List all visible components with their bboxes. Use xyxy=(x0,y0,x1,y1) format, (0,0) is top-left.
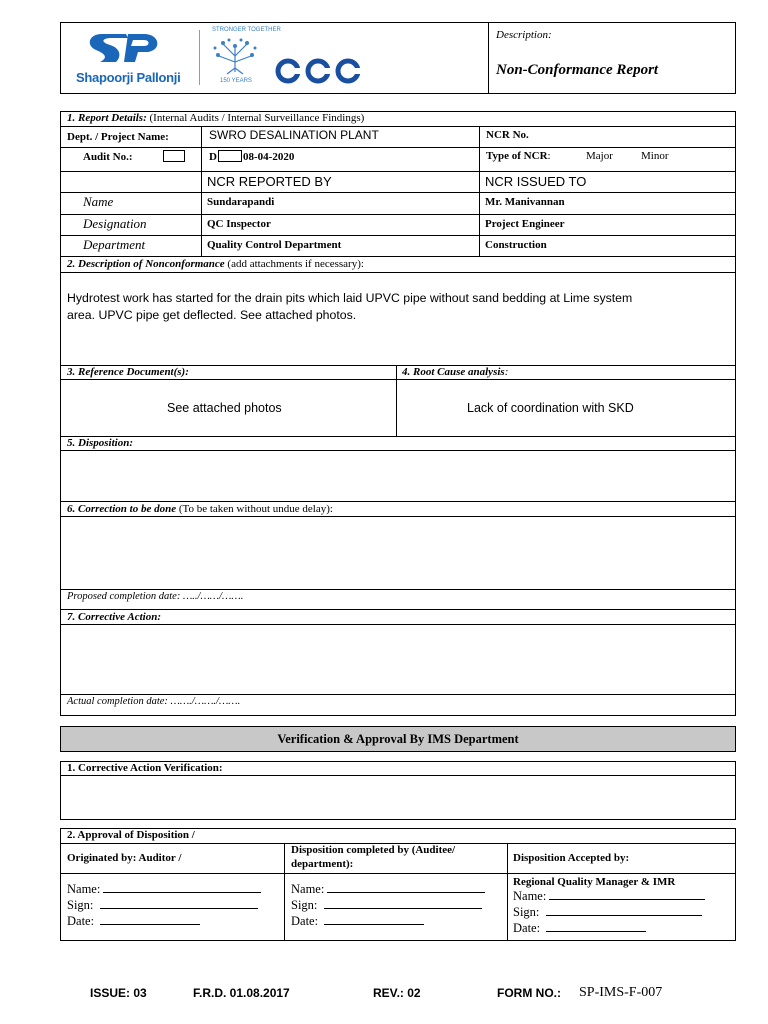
anniversary-text-bottom: 150 YEARS xyxy=(220,78,252,84)
date-prefix: D xyxy=(209,151,217,163)
root-cause-heading: 4. Root Cause analysis: xyxy=(402,366,509,378)
designation-reported[interactable]: QC Inspector xyxy=(207,218,271,230)
cav-heading: 1. Corrective Action Verification: xyxy=(67,762,223,774)
manager-date-field[interactable]: Date: xyxy=(513,921,646,936)
ncr-no-label: NCR No. xyxy=(486,129,529,141)
auditee-name-field[interactable]: Name: xyxy=(291,882,485,897)
description-text-line-2[interactable]: area. UPVC pipe get deflected. See attached photos. xyxy=(67,308,357,322)
anniversary-text-top: STRONGER TOGETHER xyxy=(212,27,281,33)
type-of-ncr-label: Type of NCR: xyxy=(486,150,551,162)
audit-no-label: Audit No.: xyxy=(83,151,133,163)
name-row-label: Name xyxy=(83,194,114,209)
regional-manager-label: Regional Quality Manager & IMR xyxy=(513,876,676,888)
corrective-action-heading: 7. Corrective Action: xyxy=(67,611,161,623)
certification-badges xyxy=(272,56,368,86)
dept-label: Dept. / Project Name: xyxy=(67,131,169,143)
verification-banner-title: Verification & Approval By IMS Department xyxy=(277,732,519,746)
dept-value[interactable]: SWRO DESALINATION PLANT xyxy=(209,128,379,142)
description-heading: 2. Description of Nonconformance (add attachments if necessary): xyxy=(67,258,364,270)
accepted-by-header: Disposition Accepted by: xyxy=(513,852,630,864)
reference-heading: 3. Reference Document(s): xyxy=(67,366,189,378)
department-row-label: Department xyxy=(83,237,146,252)
reference-value[interactable]: See attached photos xyxy=(167,401,282,415)
description-text-line-1[interactable]: Hydrotest work has started for the drain pits which laid UPVC pipe without sand bedding at Lime system xyxy=(67,291,633,305)
correction-field[interactable] xyxy=(61,517,735,589)
completed-by-header-line-2: department): xyxy=(291,858,354,870)
disposition-heading: 5. Disposition: xyxy=(67,437,134,449)
actual-completion-date[interactable]: Actual completion date: ……./……./……. xyxy=(67,696,241,707)
footer-form-number: SP-IMS-F-007 xyxy=(579,985,663,1000)
cav-field[interactable] xyxy=(61,776,735,819)
footer-form-label: FORM NO.: xyxy=(497,986,561,1000)
footer-frd: F.R.D. 01.08.2017 xyxy=(193,986,290,1000)
date-field-box[interactable] xyxy=(218,150,242,162)
name-issued[interactable]: Mr. Manivannan xyxy=(485,196,565,208)
originator-date-field[interactable]: Date: xyxy=(67,914,200,929)
footer-issue: ISSUE: 03 xyxy=(90,986,147,1000)
manager-name-field[interactable]: Name: xyxy=(513,889,705,904)
manager-sign-field[interactable]: Sign: xyxy=(513,905,702,920)
originator-name-field[interactable]: Name: xyxy=(67,882,261,897)
corrective-action-field[interactable] xyxy=(61,625,735,694)
designation-row-label: Designation xyxy=(83,216,147,231)
root-cause-value[interactable]: Lack of coordination with SKD xyxy=(467,401,634,415)
originated-by-header: Originated by: Auditor / xyxy=(67,852,182,864)
type-minor-option[interactable]: Minor xyxy=(641,150,669,162)
correction-heading: 6. Correction to be done (To be taken without undue delay): xyxy=(67,503,333,515)
ncr-issued-to-header: NCR ISSUED TO xyxy=(485,174,587,189)
approval-heading: 2. Approval of Disposition / xyxy=(67,829,195,841)
auditee-date-field[interactable]: Date: xyxy=(291,914,424,929)
name-reported[interactable]: Sundarapandi xyxy=(207,196,275,208)
report-details-heading: 1. Report Details: (Internal Audits / Internal Surveillance Findings) xyxy=(67,112,365,124)
audit-no-field[interactable] xyxy=(163,150,185,162)
date-value[interactable]: 08-04-2020 xyxy=(243,151,295,163)
page-title: Non-Conformance Report xyxy=(496,62,659,78)
company-logo-text: Shapoorji Pallonji xyxy=(76,70,181,85)
department-issued[interactable]: Construction xyxy=(485,239,547,251)
originator-sign-field[interactable]: Sign: xyxy=(67,898,258,913)
disposition-field[interactable] xyxy=(61,451,735,501)
completed-by-header-line-1: Disposition completed by (Auditee/ xyxy=(291,844,456,856)
designation-issued[interactable]: Project Engineer xyxy=(485,218,565,230)
proposed-completion-date[interactable]: Proposed completion date: …../……/……. xyxy=(67,591,244,602)
ncr-reported-by-header: NCR REPORTED BY xyxy=(207,174,332,189)
description-label: Description: xyxy=(496,29,552,41)
footer-rev: REV.: 02 xyxy=(373,986,421,1000)
department-reported[interactable]: Quality Control Department xyxy=(207,239,342,251)
auditee-sign-field[interactable]: Sign: xyxy=(291,898,482,913)
type-major-option[interactable]: Major xyxy=(586,150,613,162)
